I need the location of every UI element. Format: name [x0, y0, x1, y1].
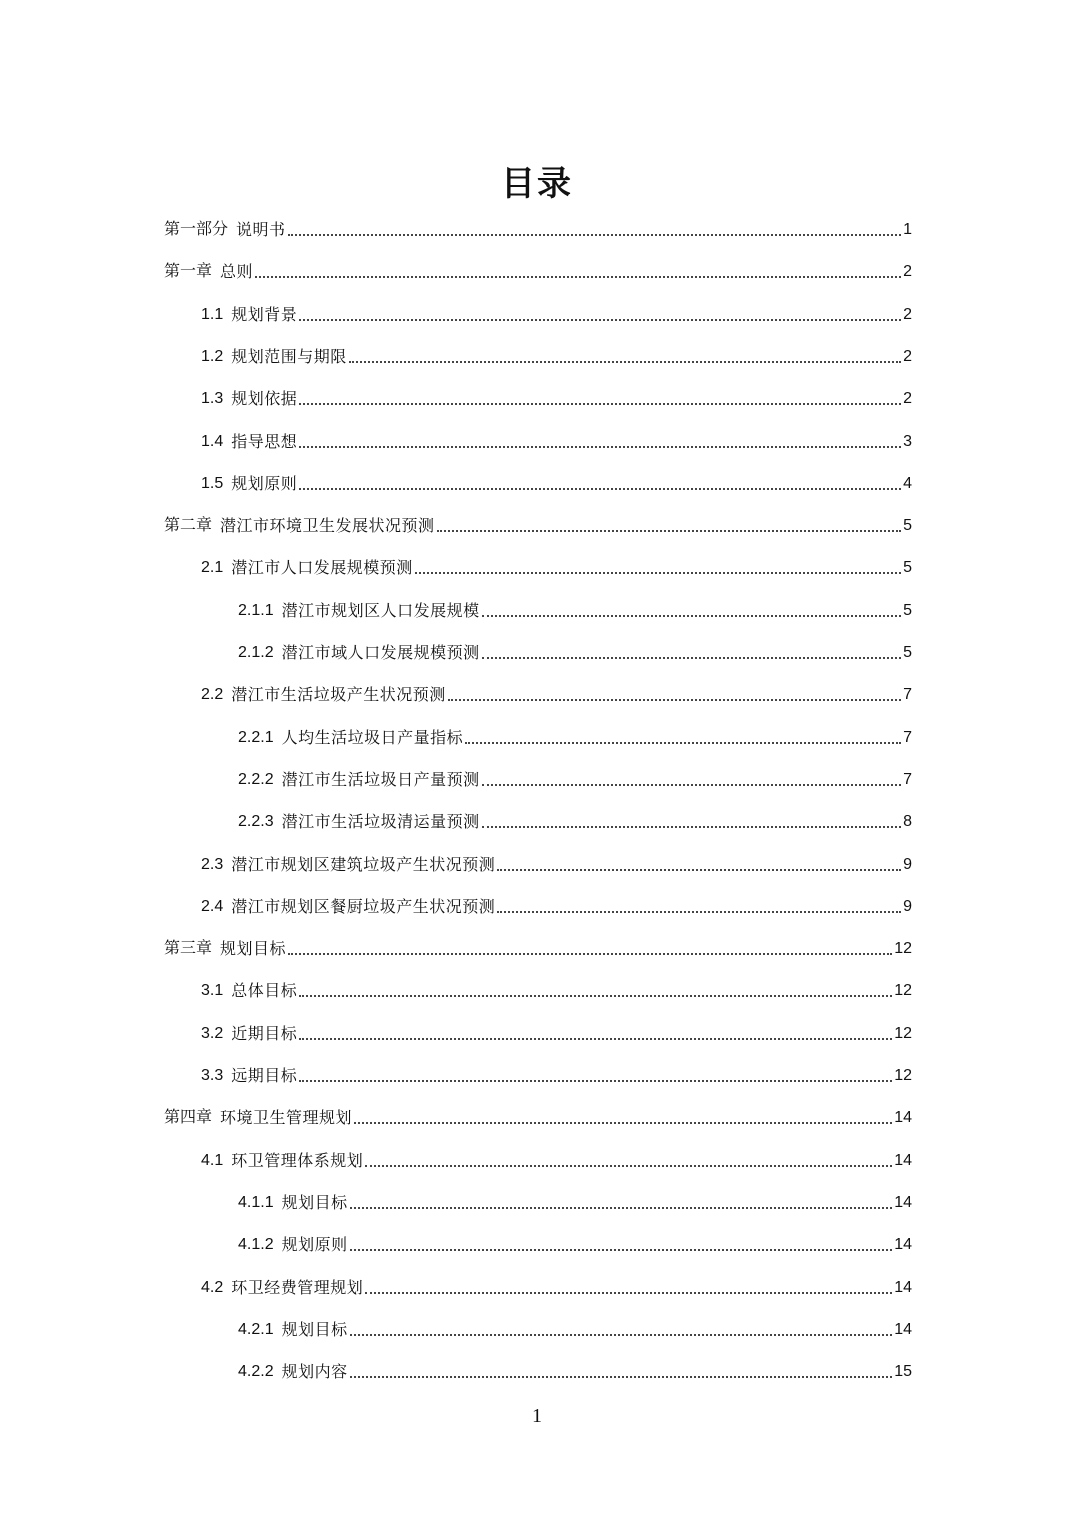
toc-entry-number: 1.3	[201, 390, 224, 408]
toc-entry-title: 远期目标	[231, 1066, 298, 1085]
toc-entry[interactable]	[201, 844, 912, 874]
toc-entry-number: 4.1.2	[238, 1236, 274, 1254]
toc-entry-number: 3.1	[201, 982, 224, 1000]
toc-dot-leader	[482, 615, 901, 617]
toc-entry[interactable]	[201, 1013, 912, 1043]
toc-entry-number: 2.2.1	[238, 728, 274, 746]
toc-dot-leader	[482, 657, 901, 659]
toc-entry-title: 指导思想	[231, 431, 298, 451]
toc-entry-number: 2.1.1	[238, 601, 274, 619]
toc-entry-title: 规划目标	[281, 1192, 348, 1212]
toc-entry-page: 1	[903, 221, 912, 238]
toc-entry[interactable]	[201, 970, 912, 1000]
toc-entry-page: 14	[894, 1109, 912, 1127]
toc-entry-page: 12	[894, 1024, 912, 1042]
toc-entry-page: 14	[894, 1236, 912, 1254]
page-title: 目录	[501, 164, 573, 204]
toc-entry-page: 9	[903, 897, 912, 915]
page-number: 1	[532, 1405, 542, 1427]
toc-dot-leader	[299, 1038, 892, 1040]
toc-entry[interactable]	[238, 590, 912, 620]
toc-entry-title: 说明书	[236, 220, 286, 239]
toc-dot-leader	[437, 530, 902, 532]
toc-dot-leader	[255, 276, 901, 278]
toc-dot-leader	[465, 742, 901, 744]
toc-entry-number: 第三章	[164, 940, 213, 958]
toc-entry-page: 2	[903, 305, 912, 323]
toc-dot-leader	[350, 1207, 893, 1209]
toc-entry-number: 2.2.3	[238, 813, 274, 831]
toc-entry[interactable]	[201, 421, 912, 451]
toc-entry-title: 规划内容	[281, 1362, 348, 1382]
toc-entry-number: 2.1.2	[238, 644, 274, 661]
toc-entry-page: 2	[903, 263, 912, 281]
toc-entry-number: 4.1	[201, 1151, 224, 1169]
toc-entry-page: 9	[903, 855, 912, 873]
toc-dot-leader	[349, 361, 901, 363]
toc-entry[interactable]	[164, 505, 912, 535]
toc-entry-page: 5	[903, 559, 912, 577]
toc-dot-leader	[299, 1080, 892, 1082]
toc-entry-page: 5	[903, 601, 912, 619]
toc-entry[interactable]	[201, 886, 912, 916]
toc-entry-number: 4.2.2	[238, 1363, 274, 1381]
toc-entry[interactable]	[238, 1182, 912, 1212]
toc-dot-leader	[448, 699, 901, 701]
toc-entry[interactable]	[164, 209, 912, 239]
toc-entry[interactable]	[201, 463, 912, 493]
toc-entry-page: 2	[903, 347, 912, 365]
toc-entry-title: 潜江市规划区餐厨垃圾产生状况预测	[231, 896, 496, 916]
toc-dot-leader	[354, 1122, 892, 1124]
toc-entry-page: 2	[903, 390, 912, 408]
toc-entry-title: 潜江市生活垃圾日产量预测	[281, 769, 480, 789]
toc-entry[interactable]	[238, 1351, 912, 1381]
toc-entry-number: 4.2.1	[238, 1320, 274, 1338]
toc-entry-title: 潜江市生活垃圾清运量预测	[281, 812, 480, 832]
toc-entry-page: 3	[903, 432, 912, 450]
toc-entry[interactable]	[164, 251, 912, 281]
toc-entry-title: 环卫管理体系规划	[231, 1150, 364, 1170]
toc-entry-title: 潜江市规划区人口发展规模	[281, 600, 480, 620]
toc-entry-number: 2.4	[201, 897, 224, 915]
toc-dot-leader	[299, 446, 901, 448]
toc-entry-title: 人均生活垃圾日产量指标	[281, 727, 464, 747]
toc-entry-number: 第一部分	[164, 221, 229, 238]
toc-dot-leader	[288, 234, 902, 236]
toc-entry-page: 12	[894, 982, 912, 1000]
toc-entry[interactable]	[201, 378, 912, 408]
toc-entry-title: 潜江市环境卫生发展状况预测	[220, 516, 435, 536]
toc-entry-number: 2.3	[201, 855, 224, 873]
toc-entry-number: 2.1	[201, 559, 224, 577]
toc-entry-title: 潜江市规划区建筑垃圾产生状况预测	[231, 854, 496, 874]
toc-entry-number: 第二章	[164, 517, 213, 535]
toc-entry-title: 环境卫生管理规划	[220, 1108, 353, 1128]
toc-entry-title: 规划背景	[231, 304, 298, 324]
toc-dot-leader	[299, 403, 901, 405]
toc-entry-page: 14	[894, 1320, 912, 1338]
toc-dot-leader	[299, 319, 901, 321]
toc-entry-title: 环卫经费管理规划	[231, 1277, 364, 1297]
toc-dot-leader	[299, 488, 901, 490]
toc-entry[interactable]	[201, 674, 912, 704]
toc-entry-title: 规划原则	[281, 1235, 348, 1255]
toc-entry-number: 3.3	[201, 1067, 224, 1084]
toc-entry-number: 3.2	[201, 1024, 224, 1042]
toc-entry-number: 4.2	[201, 1278, 224, 1296]
toc-entry-title: 规划范围与期限	[231, 346, 347, 366]
toc-entry[interactable]	[238, 717, 912, 747]
toc-entry-page: 15	[894, 1363, 912, 1381]
toc-entry-page: 14	[894, 1193, 912, 1211]
toc-entry-title: 规划依据	[231, 389, 298, 409]
toc-entry-title: 规划目标	[220, 939, 287, 959]
toc-entry-number: 第四章	[164, 1109, 213, 1127]
toc-entry-page: 8	[903, 813, 912, 831]
toc-entry-title: 潜江市域人口发展规模预测	[281, 643, 480, 662]
toc-entry-number: 1.2	[201, 347, 224, 365]
toc-entry[interactable]	[201, 547, 912, 577]
toc-entry[interactable]	[201, 336, 912, 366]
toc-entry-number: 1.1	[201, 305, 224, 323]
toc-entry-number: 4.1.1	[238, 1193, 274, 1211]
toc-dot-leader	[497, 911, 901, 913]
toc-entry[interactable]	[238, 632, 912, 662]
toc-entry[interactable]	[238, 801, 912, 831]
toc-entry-page: 7	[903, 770, 912, 788]
toc-dot-leader	[365, 1292, 892, 1294]
toc-entry-title: 潜江市人口发展规模预测	[231, 558, 413, 578]
toc-entry-page: 14	[894, 1278, 912, 1296]
toc-entry-title: 近期目标	[231, 1023, 298, 1043]
toc-dot-leader	[350, 1334, 893, 1336]
toc-dot-leader	[365, 1165, 892, 1167]
toc-entry-page: 12	[894, 1067, 912, 1084]
toc-entry[interactable]	[201, 1267, 912, 1297]
toc-entry[interactable]	[201, 1140, 912, 1170]
toc-dot-leader	[288, 953, 892, 955]
toc-entry-title: 规划目标	[281, 1319, 348, 1339]
toc-entry-number: 1.4	[201, 432, 224, 450]
toc-entry[interactable]	[164, 1097, 912, 1127]
toc-entry-title: 总体目标	[231, 981, 298, 1001]
toc-dot-leader	[482, 826, 901, 828]
toc-entry-page: 7	[903, 728, 912, 746]
toc-dot-leader	[497, 869, 901, 871]
toc-entry-number: 2.2	[201, 686, 224, 704]
toc-entry-title: 潜江市生活垃圾产生状况预测	[231, 685, 446, 705]
toc-entry-title: 规划原则	[231, 473, 298, 493]
toc-entry-page: 12	[894, 940, 912, 958]
toc-entry[interactable]	[238, 1309, 912, 1339]
toc-dot-leader	[350, 1376, 893, 1378]
toc-dot-leader	[350, 1249, 893, 1251]
toc-entry[interactable]	[201, 294, 912, 324]
toc-entry[interactable]	[201, 1055, 912, 1085]
toc-dot-leader	[415, 572, 901, 574]
toc-entry[interactable]	[164, 928, 912, 958]
toc-entry-page: 4	[903, 474, 912, 492]
toc-entry-page: 7	[903, 686, 912, 704]
toc-entry-number: 2.2.2	[238, 770, 274, 788]
toc-dot-leader	[482, 784, 901, 786]
toc-entry[interactable]	[238, 759, 912, 789]
toc-entry-number: 第一章	[164, 263, 213, 281]
toc-entry-page: 5	[903, 517, 912, 535]
toc-dot-leader	[299, 995, 892, 997]
toc-entry[interactable]	[238, 1224, 912, 1254]
toc-entry-number: 1.5	[201, 474, 224, 492]
toc-entry-page: 14	[894, 1151, 912, 1169]
toc-entry-title: 总则	[220, 262, 254, 282]
toc-entry-page: 5	[903, 644, 912, 661]
